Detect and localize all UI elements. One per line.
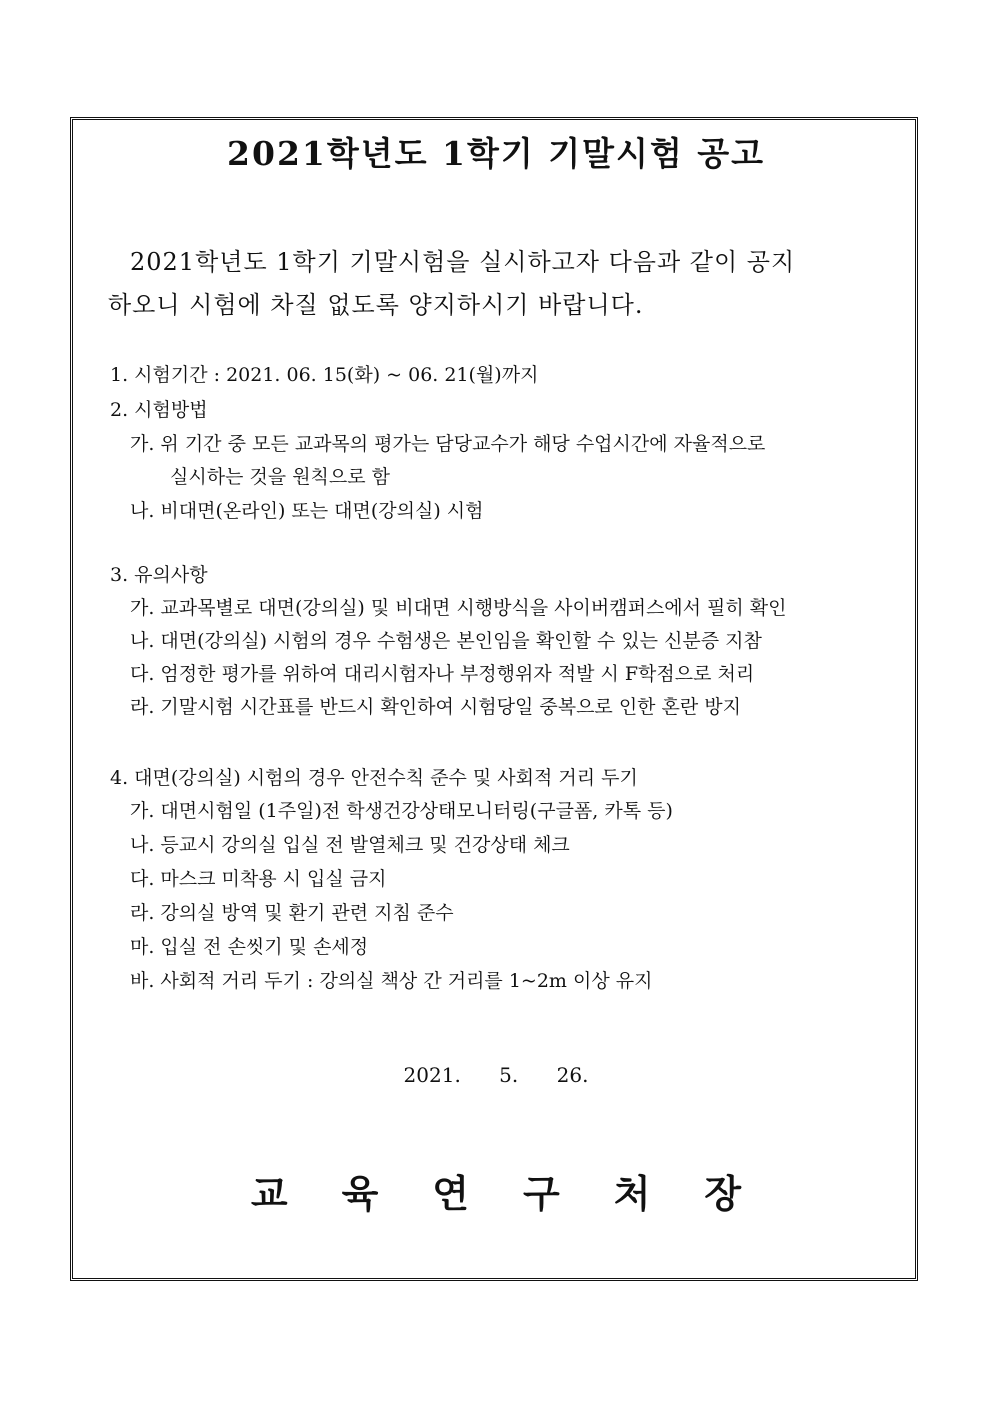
section-1-exam-period: 1. 시험기간 : 2021. 06. 15(화) ~ 06. 21(월)까지 (110, 364, 539, 386)
section-2-item-a-cont: 실시하는 것을 원칙으로 함 (170, 466, 391, 488)
section-3-item: 라. 기말시험 시간표를 반드시 확인하여 시험당일 중복으로 인한 혼란 방지 (130, 696, 742, 718)
section-3-item: 나. 대면(강의실) 시험의 경우 수험생은 본인임을 확인할 수 있는 신분증 지참 (130, 630, 762, 652)
notice-date (0, 1063, 992, 1087)
section-4-item: 다. 마스크 미착용 시 입실 금지 (130, 868, 387, 890)
notice-title: 2021학년도 1학기 기말시험 공고 (227, 134, 765, 173)
date-day: 26. (556, 1063, 589, 1087)
section-4-item: 바. 사회적 거리 두기 : 강의실 책상 간 거리를 1~2m 이상 유지 (130, 970, 653, 992)
date-month: 5. (499, 1063, 519, 1087)
section-2-heading: 2. 시험방법 (110, 399, 208, 421)
section-3-item: 다. 엄정한 평가를 위하여 대리시험자나 부정행위자 적발 시 F학점으로 처리 (130, 663, 755, 685)
section-4-item: 나. 등교시 강의실 입실 전 발열체크 및 건강상태 체크 (130, 834, 570, 856)
section-2-item-b: 나. 비대면(온라인) 또는 대면(강의실) 시험 (130, 500, 484, 522)
intro-line-2: 하오니 시험에 차질 없도록 양지하시기 바랍니다. (108, 291, 644, 319)
intro-line-1: 2021학년도 1학기 기말시험을 실시하고자 다음과 같이 공지 (130, 248, 796, 276)
section-3-heading: 3. 유의사항 (110, 564, 208, 586)
section-4-item: 라. 강의실 방역 및 환기 관련 지침 준수 (130, 902, 454, 924)
section-3-item: 가. 교과목별로 대면(강의실) 및 비대면 시행방식을 사이버캠퍼스에서 필히 확인 (130, 597, 787, 619)
section-4-heading: 4. 대면(강의실) 시험의 경우 안전수칙 준수 및 사회적 거리 두기 (110, 767, 638, 789)
section-2-item-a: 가. 위 기간 중 모든 교과목의 평가는 담당교수가 해당 수업시간에 자율적으로 (130, 433, 766, 455)
signer-title: 교육연구처장 (250, 1171, 796, 1216)
section-4-item: 마. 입실 전 손씻기 및 손세정 (130, 936, 369, 958)
date-year: 2021. (403, 1063, 461, 1087)
section-4-item: 가. 대면시험일 (1주일)전 학생건강상태모니터링(구글폼, 카톡 등) (130, 800, 673, 822)
